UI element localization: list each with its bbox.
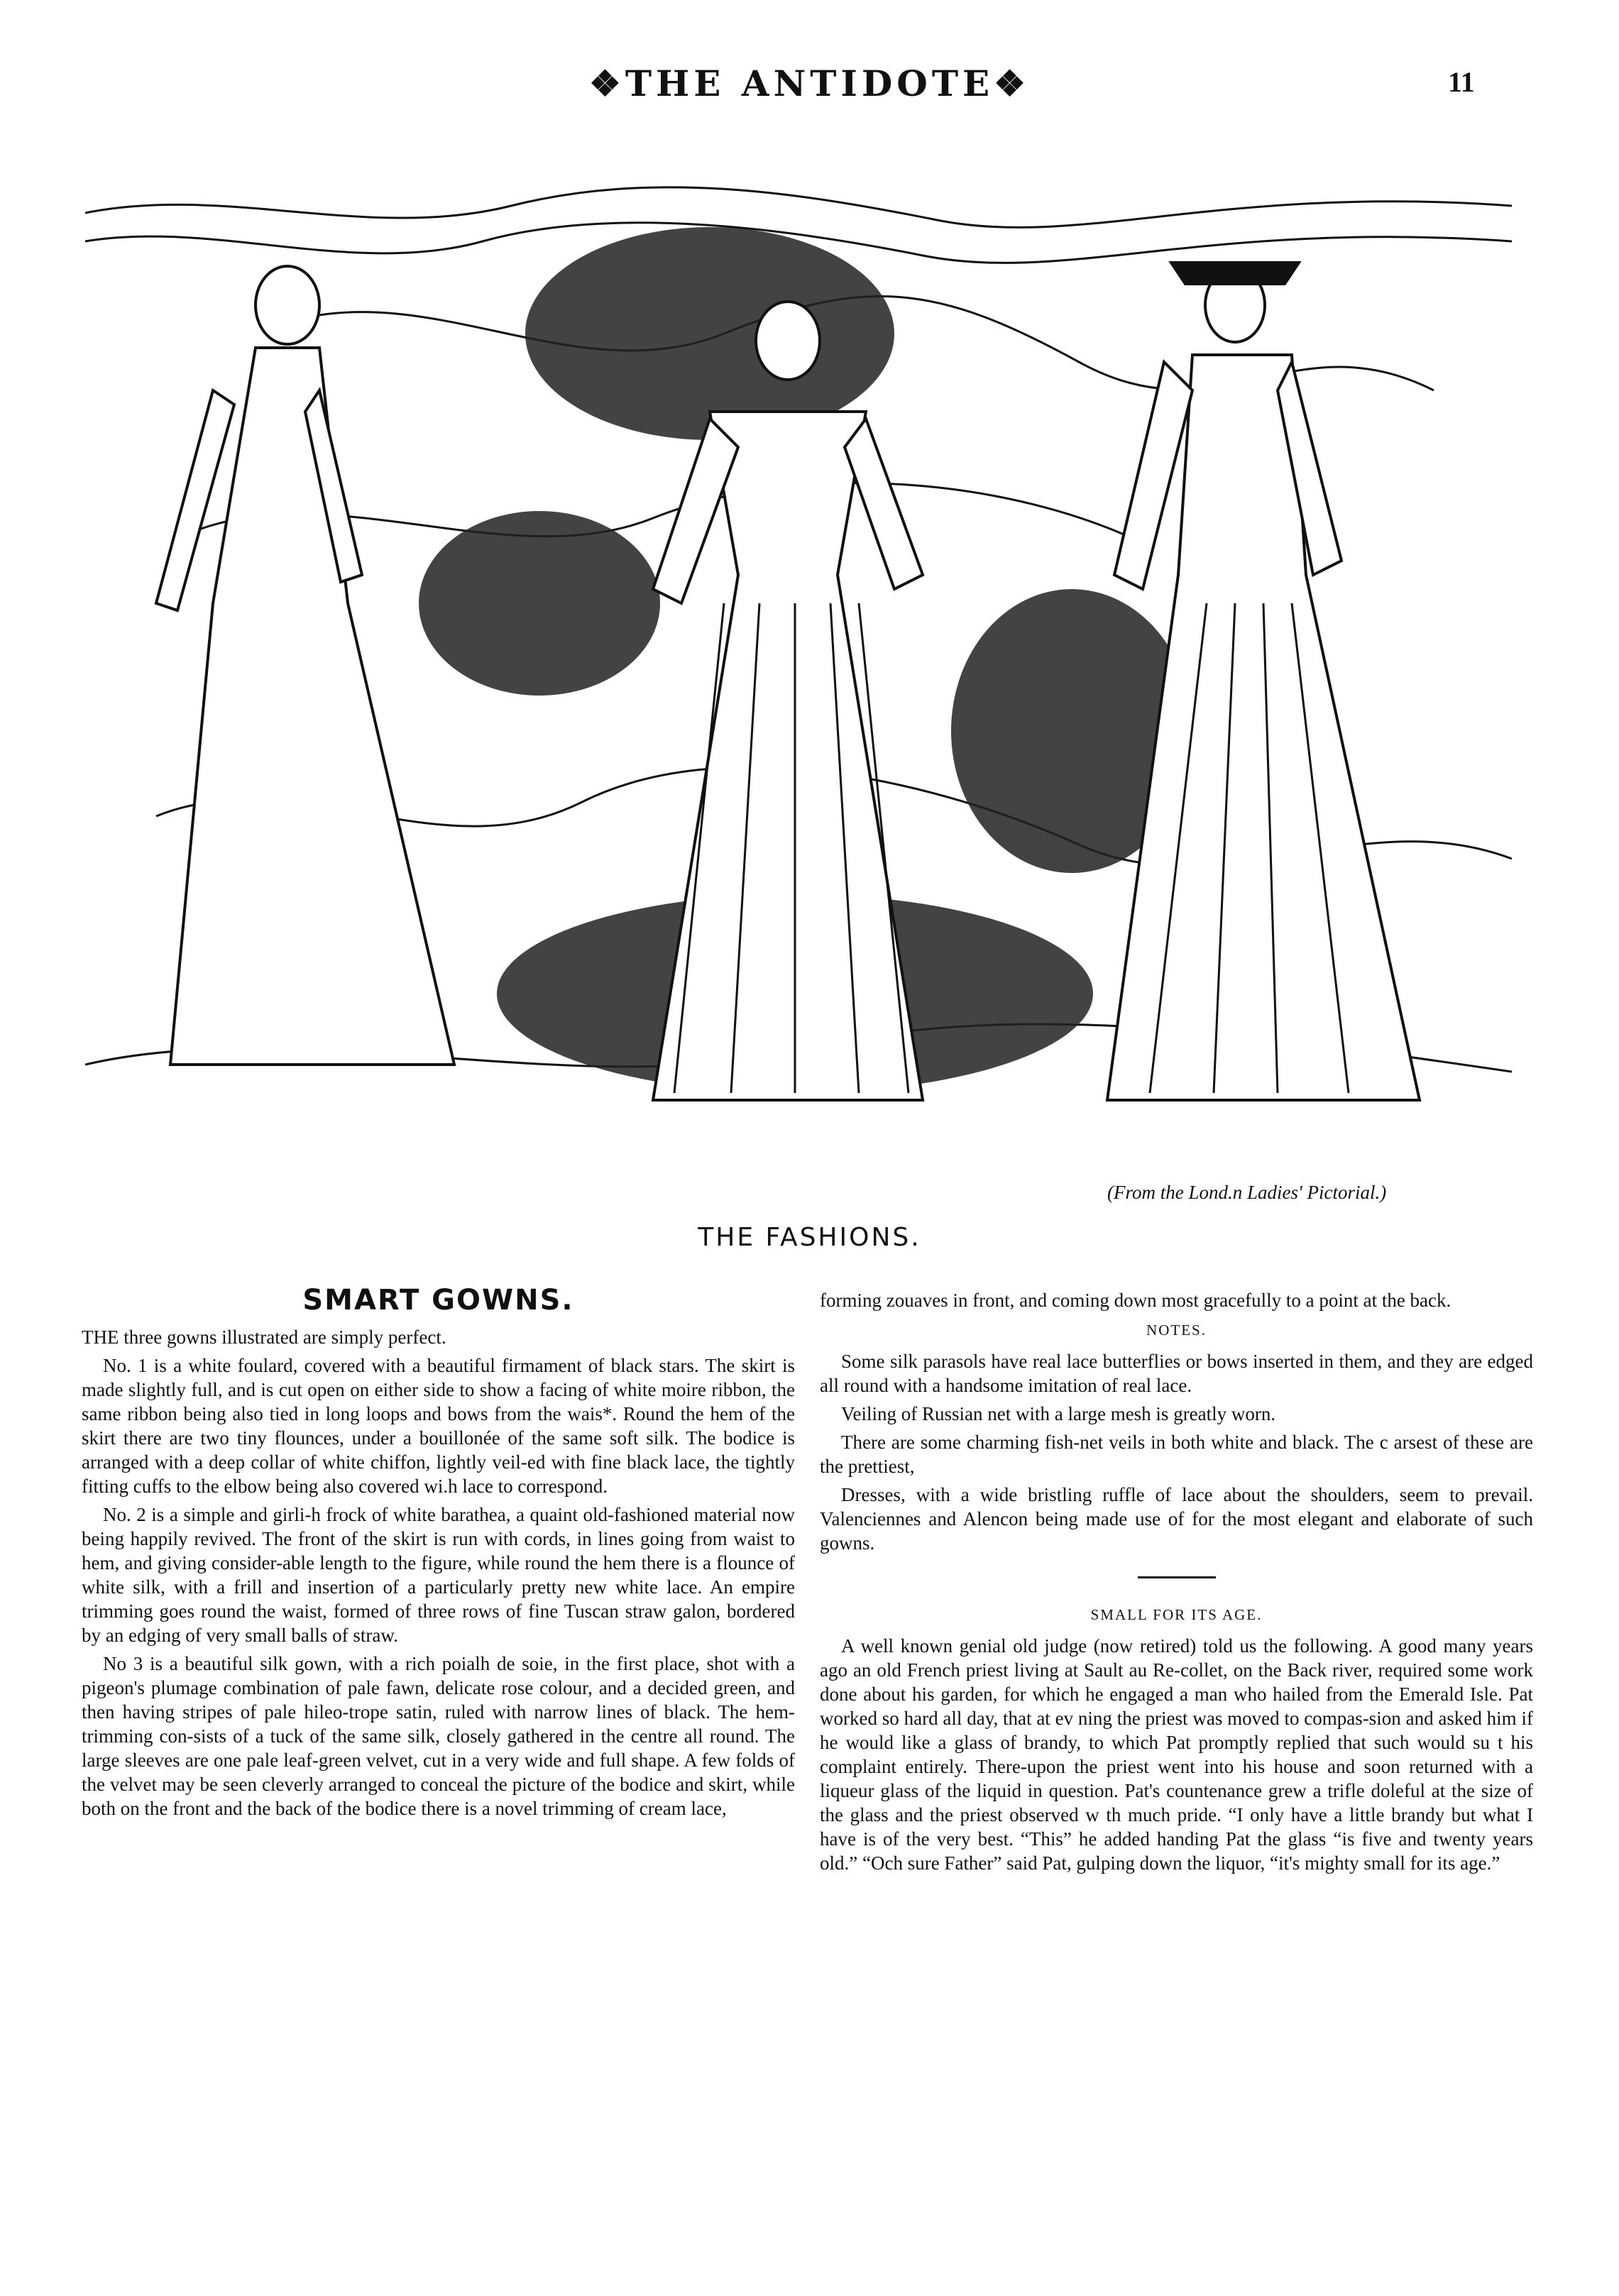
notes-paragraph: Some silk parasols have real lace butterflies or bows inserted in them, and they are edged all round with a handsome imitation of real lace.: [820, 1351, 1533, 1396]
figure-left: [156, 266, 454, 1065]
fashion-illustration: [85, 177, 1512, 1157]
article-paragraph: No. 1 is a white foulard, covered with a beautiful firmament of black stars. The skirt is made slightly full, and is cut open on either side to show a facing of white moire ribbon, the same ribbon being also tied in long loops and bows from the wais*. Round the hem of the skirt there are two tiny flounces, under a bouillonée of the same soft silk. The bodice is arranged with a deep collar of white chiffon, lightly veil-ed with fine black lace, the tightly fitting cuffs to the elbow being also covered wi.h lace to correspond.: [82, 1355, 795, 1497]
left-column: [82, 1284, 795, 1825]
notes-paragraph: Dresses, with a wide bristling ruffle of lace about the shoulders, seem to prevail. Valenciennes and Alencon being made use of for the most elegant and elaborate of such gowns.: [820, 1484, 1533, 1554]
article-continuation: forming zouaves in front, and coming down most gracefully to a point at the back.: [820, 1290, 1451, 1311]
article-paragraph: THE three gowns illustrated are simply perfect.: [82, 1326, 446, 1348]
illustration-source-credit: (From the Lond.n Ladies' Pictorial.): [1107, 1182, 1387, 1203]
page-number: 11: [1448, 66, 1475, 98]
notes-heading: NOTES.: [1146, 1322, 1207, 1339]
article-paragraph: A well known genial old judge (now retired) told us the following. A good many years ago an old French priest living at Sault au Re-collet, on the Back river, required some work done about his garden, for which he engaged a man who hailed from the Emerald Isle. Pat worked so hard all day, that at ev ning the priest was moved to compas-sion and asked him if he would like a glass of brandy, to which Pat promptly replied that such would su t his complaint entirely. There-upon the priest went into his house and soon returned with a liqueur glass of the liquid in question. Pat's countenance grew a trifle doleful at the size of the glass and the priest observed w th much pride. “I only have a little brandy but what I have is of the very best. “This” he added handing Pat the glass “is five and twenty years old.” “Och sure Father” said Pat, gulping down the liquor, “it's mighty small for its age.”: [820, 1635, 1533, 1874]
article-paragraph: No. 2 is a simple and girli-h frock of white barathea, a quaint old-fashioned material now being happily revived. The front of the skirt is run with cords, in lines going from waist to hem, and giving consider-able length to the figure, while round the hem there is a flounce of white silk, with a frill and insertion of a particularly pretty new white lace. An empire trimming goes round the waist, formed of three rows of fine Tuscan straw galon, bordered by an edging of very small balls of straw.: [82, 1504, 795, 1646]
illustration-caption: THE FASHIONS.: [698, 1223, 921, 1252]
masthead-title: ❖THE ANTIDOTE❖: [589, 62, 1030, 104]
notes-paragraph: There are some charming fish-net veils in both white and black. The c arsest of these are the prettiest,: [820, 1432, 1533, 1477]
article-paragraph: No 3 is a beautiful silk gown, with a rich poialh de soie, in the first place, shot with a pigeon's plumage combination of pale fawn, delicate rose colour, and a decided green, and then having stripes of pale hileo-trope satin, ruled with narrow lines of black. The hem-trimming con-sists of a tuck of the same silk, closely gathered in the centre all round. The large sleeves are one pale leaf-green velvet, cut in a very wide and full shape. A few folds of the velvet may be seen cleverly arranged to conceal the picture of the bodice and skirt, while both on the front and the back of the bodice there is a novel trimming of cream lace,: [82, 1653, 795, 1819]
right-column: [820, 1288, 1533, 1879]
section-divider: [1138, 1576, 1216, 1578]
notes-paragraph: Veiling of Russian net with a large mesh is greatly worn.: [841, 1403, 1276, 1424]
article-title-small-for-its-age: SMALL FOR ITS AGE.: [1090, 1606, 1263, 1623]
article-title-smart-gowns: SMART GOWNS.: [302, 1284, 574, 1317]
